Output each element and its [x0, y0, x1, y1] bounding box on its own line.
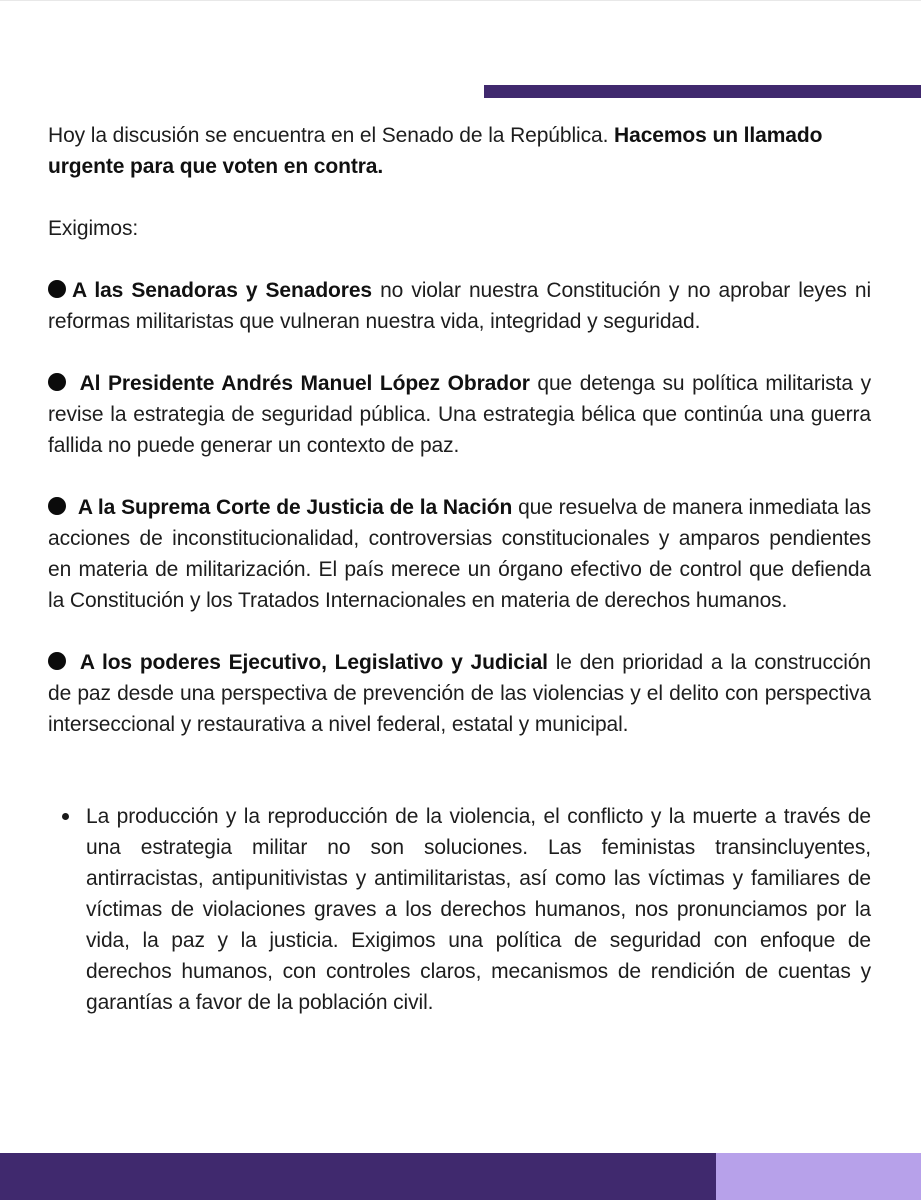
document-body: [48, 120, 871, 1018]
demand-president-bold: Al Presidente Andrés Manuel López Obrador: [79, 372, 530, 395]
footer-band-dark: [0, 1153, 716, 1200]
list-bullet-icon: [62, 813, 69, 820]
demand-senators: [48, 275, 871, 337]
demand-supreme-court: [48, 492, 871, 616]
demand-powers: [48, 647, 871, 740]
top-border: [0, 0, 921, 1]
demand-senators-text: no violar nuestra Constitución y no aprobar leyes ni reformas militaristas que vulneran nuestra vida, integridad y seguridad.: [48, 279, 872, 333]
bullet-dot-icon: [48, 280, 66, 298]
demand-powers-text: le den prioridad a la construcción de paz desde una perspectiva de prevención de las violencias y el delito con perspectiva interseccional y restaurativa a nivel federal, estatal y municipal.: [48, 651, 871, 736]
demand-supreme-court-bold: A la Suprema Corte de Justicia de la Nación: [77, 496, 513, 519]
closing-text: La producción y la reproducción de la violencia, el conflicto y la muerte a través de una estrategia militar no son soluciones. Las feministas transincluyentes, antirracistas, antipunitivistas y antimilitaristas, así como las víctimas y familiares de víctimas de violaciones graves a los derechos humanos, nos pronunciamos por la vida, la paz y la justicia. Exigimos una política de seguridad con enfoque de derechos humanos, con controles claros, mecanismos de rendición de cuentas y garantías a favor de la población civil.: [86, 805, 871, 1014]
section-spacer: [48, 771, 871, 801]
intro-paragraph: [48, 120, 871, 182]
intro-text: Hoy la discusión se encuentra en el Senado de la República.: [48, 124, 615, 147]
demand-supreme-court-text: que resuelva de manera inmediata las acciones de inconstitucionalidad, controversias constitucionales y amparos pendientes en materia de militarización. El país merece un órgano efectivo de control que defienda la Constitución y los Tratados Internacionales en materia de derechos humanos.: [48, 496, 871, 612]
demand-president-text: que detenga su política militarista y revise la estrategia de seguridad pública. Una estrategia bélica que continúa una guerra fallida no puede generar un contexto de paz.: [48, 372, 871, 457]
intro-bold-call: Hacemos un llamado urgente para que voten en contra.: [48, 124, 823, 178]
demand-president: [48, 368, 871, 461]
bullet-dot-icon: [48, 497, 66, 515]
bullet-dot-icon: [48, 652, 66, 670]
demand-powers-bold: A los poderes Ejecutivo, Legislativo y Judicial: [79, 651, 548, 674]
header-accent-bar: [484, 85, 921, 98]
closing-list: [48, 801, 871, 1018]
footer-band-light: [716, 1153, 921, 1200]
closing-list-item: [86, 801, 871, 1018]
bullet-dot-icon: [48, 373, 66, 391]
demands-label: Exigimos:: [48, 217, 139, 240]
footer-band: [0, 1153, 921, 1200]
demand-senators-bold: A las Senadoras y Senadores: [72, 279, 373, 302]
